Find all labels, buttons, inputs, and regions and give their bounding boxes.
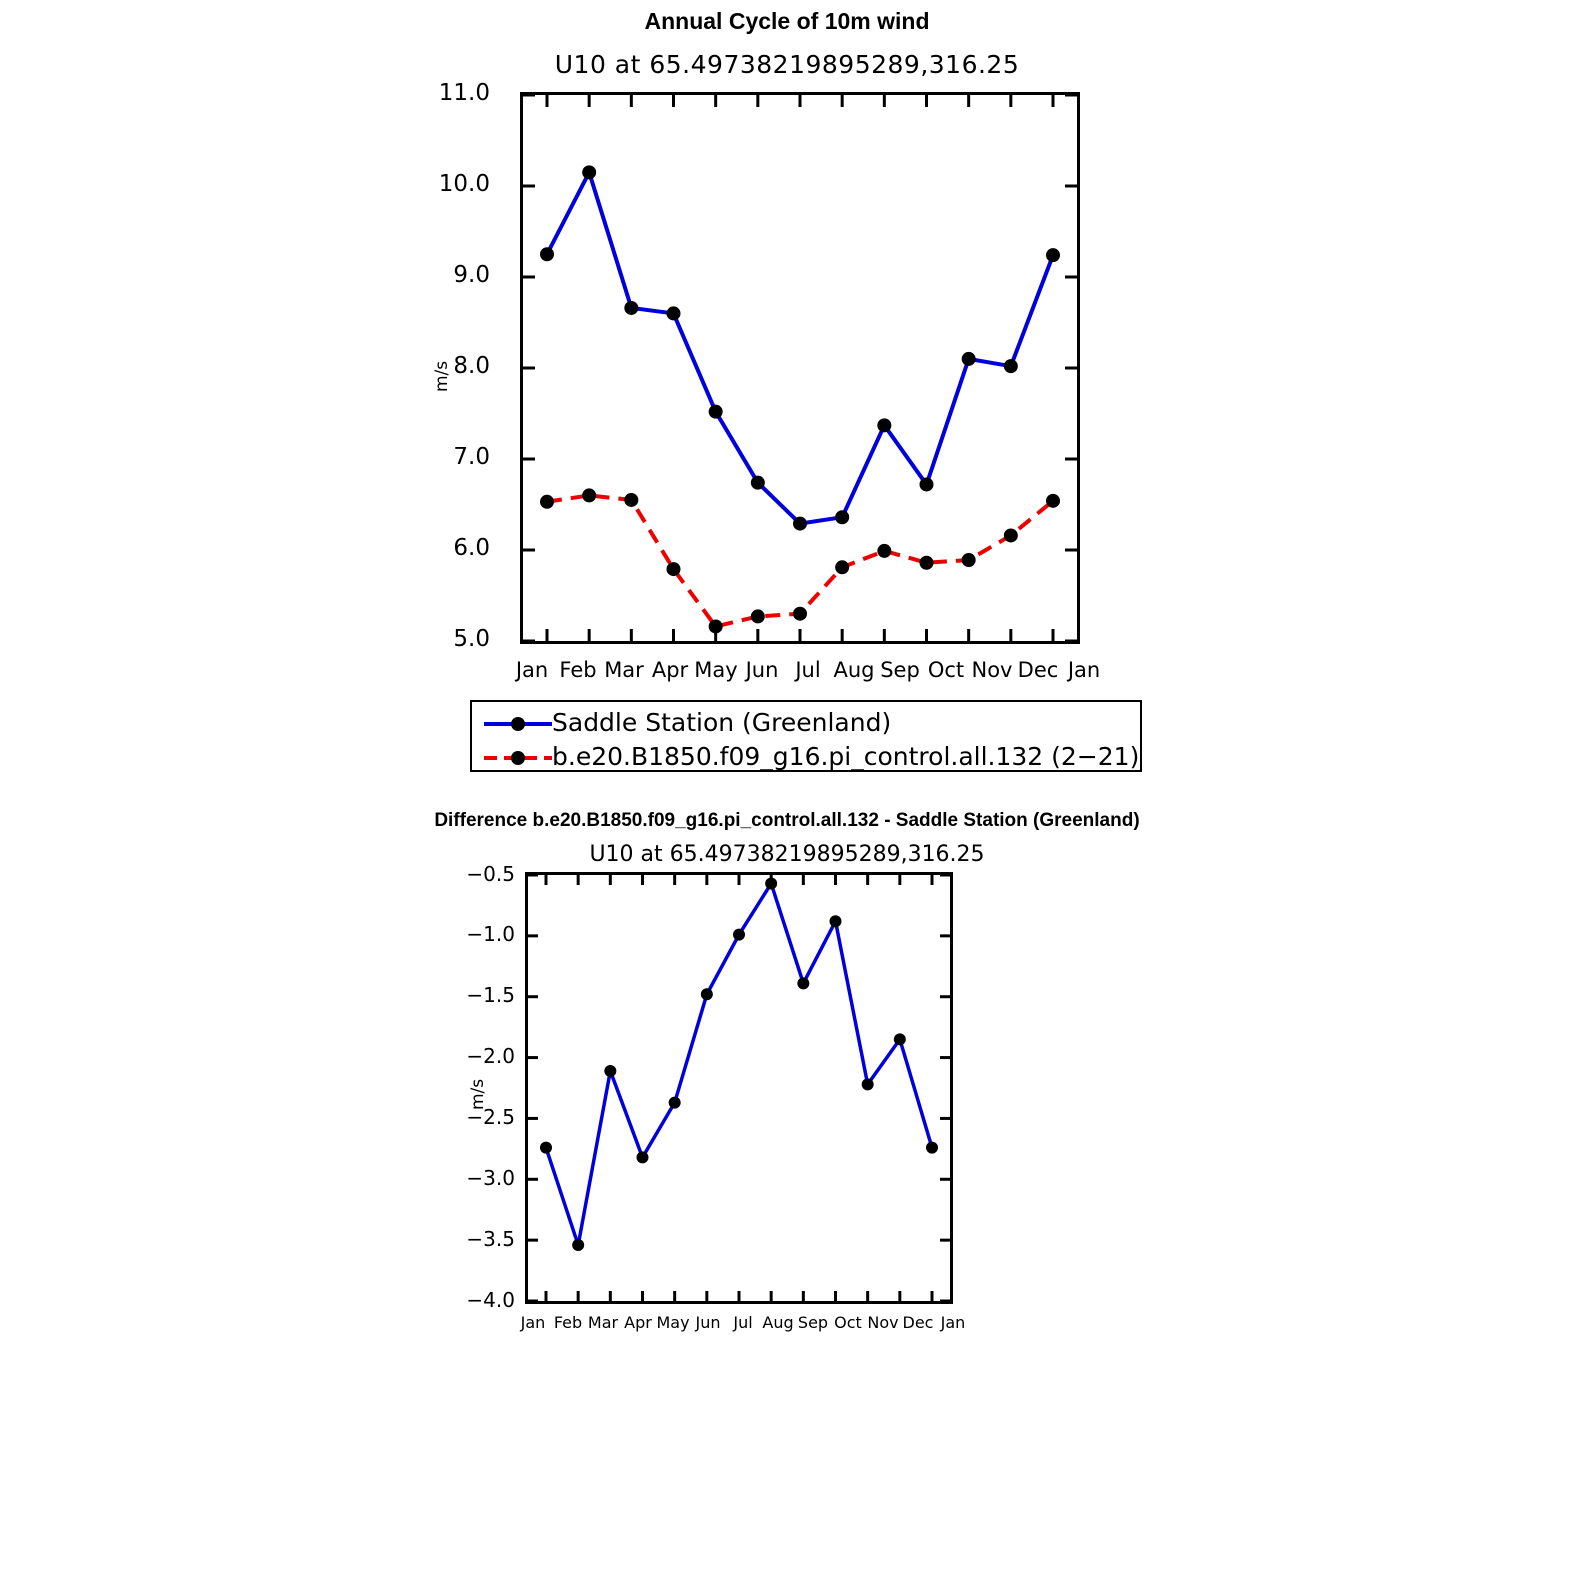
legend-label-model: b.e20.B1850.f09_g16.pi_control.all.132 (2−21)	[552, 742, 1140, 771]
legend-swatch-dashed	[480, 743, 556, 773]
difference-panel	[0, 800, 1574, 1360]
panel1-xtick-7: Aug	[833, 658, 875, 682]
panel2-ytick--1_5: −1.5	[466, 983, 515, 1007]
panel2-xtick-4: May	[656, 1313, 690, 1332]
legend-entry-model	[472, 740, 1140, 776]
panel1-subtitle: U10 at 65.49738219895289,316.25	[554, 50, 1020, 79]
panel2-xtick-8: Sep	[797, 1313, 829, 1332]
panel1-xtick-9: Oct	[927, 658, 965, 682]
panel2-xtick-9: Oct	[834, 1313, 862, 1332]
panel2-xtick-1: Feb	[553, 1313, 583, 1332]
panel1-ytick-6: 6.0	[453, 535, 490, 561]
panel2-xtick-10: Nov	[867, 1313, 899, 1332]
panel2-ytick--3_5: −3.5	[466, 1227, 515, 1251]
panel2-title: Difference b.e20.B1850.f09_g16.pi_control.all.132 - Saddle Station (Greenland)	[434, 810, 1140, 831]
panel2-xtick-5: Jun	[695, 1313, 721, 1332]
panel1-xtick-3: Apr	[651, 658, 689, 682]
panel2-ytick--3_0: −3.0	[466, 1166, 515, 1190]
panel2-xtick-0: Jan	[520, 1313, 546, 1332]
panel2-ytick--2_0: −2.0	[466, 1044, 515, 1068]
panel2-ytick--0_5: −0.5	[466, 862, 515, 886]
panel1-xtick-8: Sep	[880, 658, 920, 682]
panel1-ytick-10: 10.0	[438, 171, 490, 197]
panel1-ytick-7: 7.0	[453, 444, 490, 470]
panel2-xtick-3: Apr	[624, 1313, 652, 1332]
panel1-xtick-2: Mar	[604, 658, 644, 682]
panel1-plot-area	[520, 92, 1080, 644]
panel2-svg	[528, 875, 950, 1301]
panel1-xtick-11: Dec	[1017, 658, 1059, 682]
panel1-legend	[470, 700, 1142, 772]
panel1-xtick-4: May	[694, 658, 738, 682]
panel1-xtick-6: Jul	[795, 658, 821, 682]
panel1-ytick-11: 11.0	[438, 80, 490, 106]
panel2-subtitle: U10 at 65.49738219895289,316.25	[589, 842, 985, 867]
panel2-ytick--1_0: −1.0	[466, 922, 515, 946]
panel1-ytick-5: 5.0	[453, 626, 490, 652]
panel1-svg	[523, 95, 1077, 641]
panel1-xtick-1: Feb	[559, 658, 597, 682]
panel2-xtick-6: Jul	[733, 1313, 753, 1332]
panel2-y-axis-label: m/s	[468, 1078, 488, 1110]
panel1-xtick-5: Jun	[745, 658, 779, 682]
panel1-ytick-9: 9.0	[453, 262, 490, 288]
panel2-xtick-12: Jan	[940, 1313, 966, 1332]
panel1-xtick-12: Jan	[1067, 658, 1101, 682]
panel2-xtick-2: Mar	[587, 1313, 619, 1332]
panel2-xtick-7: Aug	[762, 1313, 794, 1332]
panel2-plot-area	[525, 872, 953, 1304]
legend-entry-saddle	[472, 706, 1140, 742]
panel1-y-axis-label: m/s	[432, 360, 452, 392]
legend-swatch-solid	[480, 709, 556, 739]
panel1-xtick-10: Nov	[971, 658, 1013, 682]
panel1-xtick-0: Jan	[515, 658, 549, 682]
panel2-ytick--4_0: −4.0	[466, 1288, 515, 1312]
legend-label-saddle: Saddle Station (Greenland)	[552, 708, 892, 737]
panel1-title: Annual Cycle of 10m wind	[644, 8, 930, 34]
panel1-ytick-8: 8.0	[453, 353, 490, 379]
panel2-ytick--2_5: −2.5	[466, 1105, 515, 1129]
panel2-xtick-11: Dec	[902, 1313, 934, 1332]
